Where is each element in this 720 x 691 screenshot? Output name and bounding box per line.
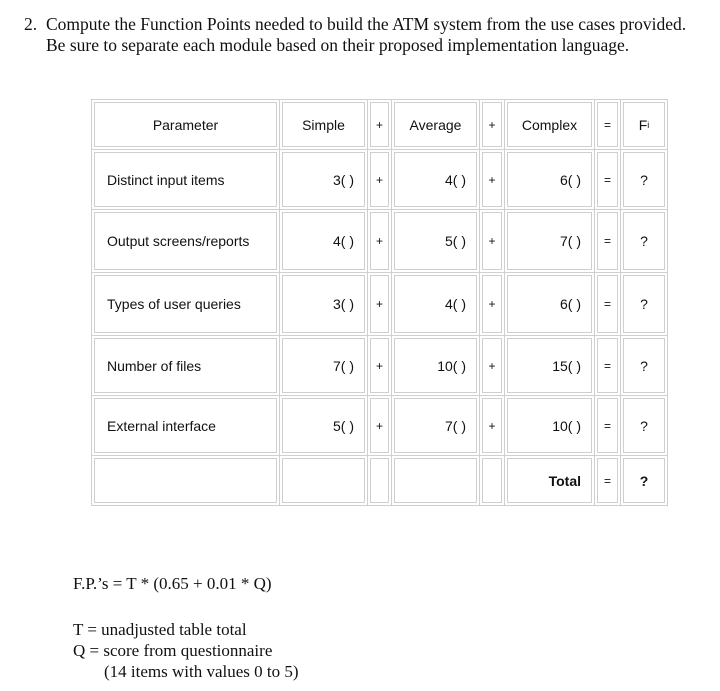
row-parameter: Types of user queries bbox=[92, 273, 280, 336]
row-parameter: External interface bbox=[92, 396, 280, 456]
row-result: ? bbox=[621, 396, 668, 456]
row-result: ? bbox=[621, 336, 668, 396]
row-plus-1: + bbox=[368, 396, 392, 456]
table-row bbox=[92, 210, 668, 273]
table-row bbox=[92, 273, 668, 336]
row-simple-value: 5( ) bbox=[280, 396, 368, 456]
q-definition: Q = score from questionnaire bbox=[73, 641, 273, 660]
row-plus-1: + bbox=[368, 273, 392, 336]
row-parameter: Distinct input items bbox=[92, 150, 280, 210]
row-complex-value: 10( ) bbox=[505, 396, 595, 456]
row-average-value: 7( ) bbox=[392, 396, 480, 456]
total-label: Total bbox=[505, 456, 595, 506]
question-line-2: Be sure to separate each module based on their proposed implementation language. bbox=[46, 35, 630, 55]
total-empty-cell bbox=[92, 456, 280, 506]
row-parameter: Output screens/reports bbox=[92, 210, 280, 273]
row-plus-2: + bbox=[480, 210, 505, 273]
header-equals: = bbox=[595, 100, 621, 150]
table-total-row bbox=[92, 456, 668, 506]
row-simple-value: 3( ) bbox=[280, 273, 368, 336]
table-header-row bbox=[92, 100, 668, 150]
row-average-value: 5( ) bbox=[392, 210, 480, 273]
row-result: ? bbox=[621, 150, 668, 210]
row-complex-value: 15( ) bbox=[505, 336, 595, 396]
row-equals: = bbox=[595, 336, 621, 396]
table-row bbox=[92, 336, 668, 396]
question-number: 2. bbox=[24, 14, 38, 34]
function-points-table bbox=[91, 99, 668, 506]
row-result: ? bbox=[621, 210, 668, 273]
row-plus-1: + bbox=[368, 150, 392, 210]
row-equals: = bbox=[595, 396, 621, 456]
header-fi: F i bbox=[621, 100, 668, 150]
total-empty-cell bbox=[392, 456, 480, 506]
row-plus-2: + bbox=[480, 273, 505, 336]
header-average: Average bbox=[392, 100, 480, 150]
question-text bbox=[46, 14, 686, 56]
row-simple-value: 4( ) bbox=[280, 210, 368, 273]
row-average-value: 10( ) bbox=[392, 336, 480, 396]
header-plus-2: + bbox=[480, 100, 505, 150]
total-empty-cell bbox=[480, 456, 505, 506]
total-empty-cell bbox=[368, 456, 392, 506]
header-plus-1: + bbox=[368, 100, 392, 150]
row-equals: = bbox=[595, 150, 621, 210]
row-complex-value: 6( ) bbox=[505, 150, 595, 210]
fp-formula: F.P.’s = T * (0.65 + 0.01 * Q) bbox=[73, 574, 272, 593]
row-equals: = bbox=[595, 210, 621, 273]
total-empty-cell bbox=[280, 456, 368, 506]
total-equals: = bbox=[595, 456, 621, 506]
header-simple: Simple bbox=[280, 100, 368, 150]
total-result: ? bbox=[621, 456, 668, 506]
row-plus-2: + bbox=[480, 396, 505, 456]
row-result: ? bbox=[621, 273, 668, 336]
row-simple-value: 3( ) bbox=[280, 150, 368, 210]
row-plus-2: + bbox=[480, 150, 505, 210]
row-average-value: 4( ) bbox=[392, 273, 480, 336]
q-detail: (14 items with values 0 to 5) bbox=[104, 662, 299, 681]
table-row bbox=[92, 150, 668, 210]
row-complex-value: 7( ) bbox=[505, 210, 595, 273]
row-plus-1: + bbox=[368, 336, 392, 396]
t-definition: T = unadjusted table total bbox=[73, 620, 247, 639]
row-parameter: Number of files bbox=[92, 336, 280, 396]
row-plus-1: + bbox=[368, 210, 392, 273]
header-parameter: Parameter bbox=[92, 100, 280, 150]
row-complex-value: 6( ) bbox=[505, 273, 595, 336]
table-row bbox=[92, 396, 668, 456]
row-equals: = bbox=[595, 273, 621, 336]
header-complex: Complex bbox=[505, 100, 595, 150]
question-line-1: Compute the Function Points needed to build the ATM system from the use cases provided. bbox=[46, 14, 687, 34]
row-average-value: 4( ) bbox=[392, 150, 480, 210]
row-simple-value: 7( ) bbox=[280, 336, 368, 396]
row-plus-2: + bbox=[480, 336, 505, 396]
